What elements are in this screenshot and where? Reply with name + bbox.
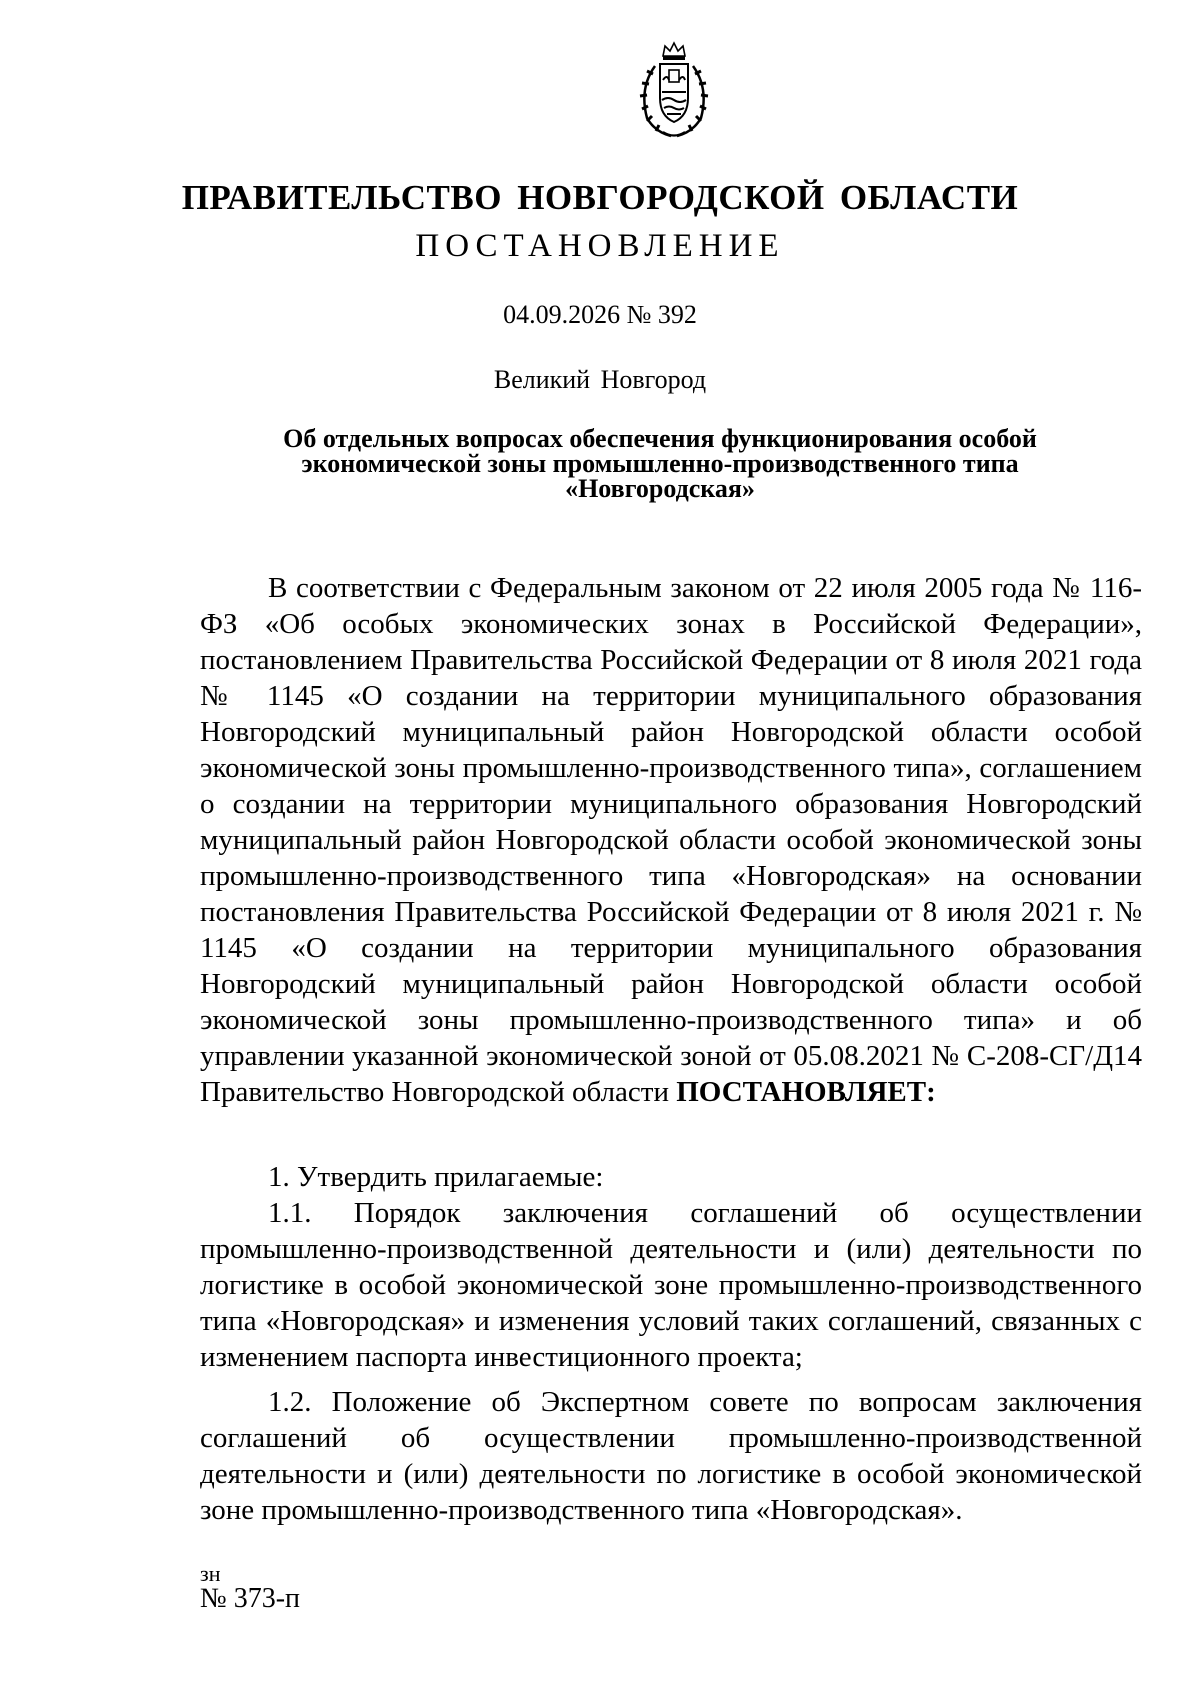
document-type: ПОСТАНОВЛЕНИЕ	[415, 228, 785, 264]
item-1-2-paragraph	[200, 1384, 1142, 1528]
document-subject: Об отдельных вопросах обеспечения функционирования особой экономической зоны промышленно-производственного типа «Новгородская»	[283, 424, 1037, 503]
document-place: Великий Новгород	[493, 365, 707, 394]
document-date-number: 04.09.2026 № 392	[503, 300, 697, 329]
coat-of-arms-icon	[633, 40, 715, 140]
resolves-text: ПОСТАНОВЛЯЕТ:	[676, 1076, 936, 1108]
item-1-1-paragraph	[200, 1195, 1142, 1375]
footer-code: зн	[200, 1561, 221, 1586]
preamble-paragraph	[200, 570, 1142, 1110]
preamble-text: В соответствии с Федеральным законом от 22 июля 2005 года № 116-ФЗ «Об особых экономических зонах в Российской Федерации», постановлением Правительства Российской Федерации от 8 июля 2021 года № 1145 «О создании на территории муниципального образования Новгородский муниципальный район Новгородской области особой экономической зоны промышленно-производственного типа», соглашением о создании на территории муниципального образования Новгородский муниципальный район Новгородской области особой экономической зоны промышленно-производственного типа «Новгородская» на основании постановления Правительства Российской Федерации от 8 июля 2021 г. № 1145 «О создании на территории муниципального образования Новгородский муниципальный район Новгородской области особой экономической зоны промышленно-производственного типа» и об управлении указанной экономической зоной от 05.08.2021 № С-208-СГ/Д14 Правительство Новгородской области	[200, 572, 1142, 1108]
item-1-text: 1. Утвердить прилагаемые:	[268, 1161, 604, 1193]
government-title: ПРАВИТЕЛЬСТВО НОВГОРОДСКОЙ ОБЛАСТИ	[181, 178, 1019, 217]
footer-number: № 373-п	[200, 1583, 301, 1614]
item-1-paragraph	[200, 1159, 1142, 1195]
item-1-2-text: 1.2. Положение об Экспертном совете по вопросам заключения соглашений об осуществлении промышленно-производственной деятельности и (или) деятельности по логистике в особой экономической зоне промышленно-производственного типа «Новгородская».	[200, 1386, 1142, 1526]
item-1-1-text: 1.1. Порядок заключения соглашений об осуществлении промышленно-производственной деятельности и (или) деятельности по логистике в особой экономической зоне промышленно-производственного типа «Новгородская» и изменения условий таких соглашений, связанных с изменением паспорта инвестиционного проекта;	[200, 1197, 1142, 1373]
